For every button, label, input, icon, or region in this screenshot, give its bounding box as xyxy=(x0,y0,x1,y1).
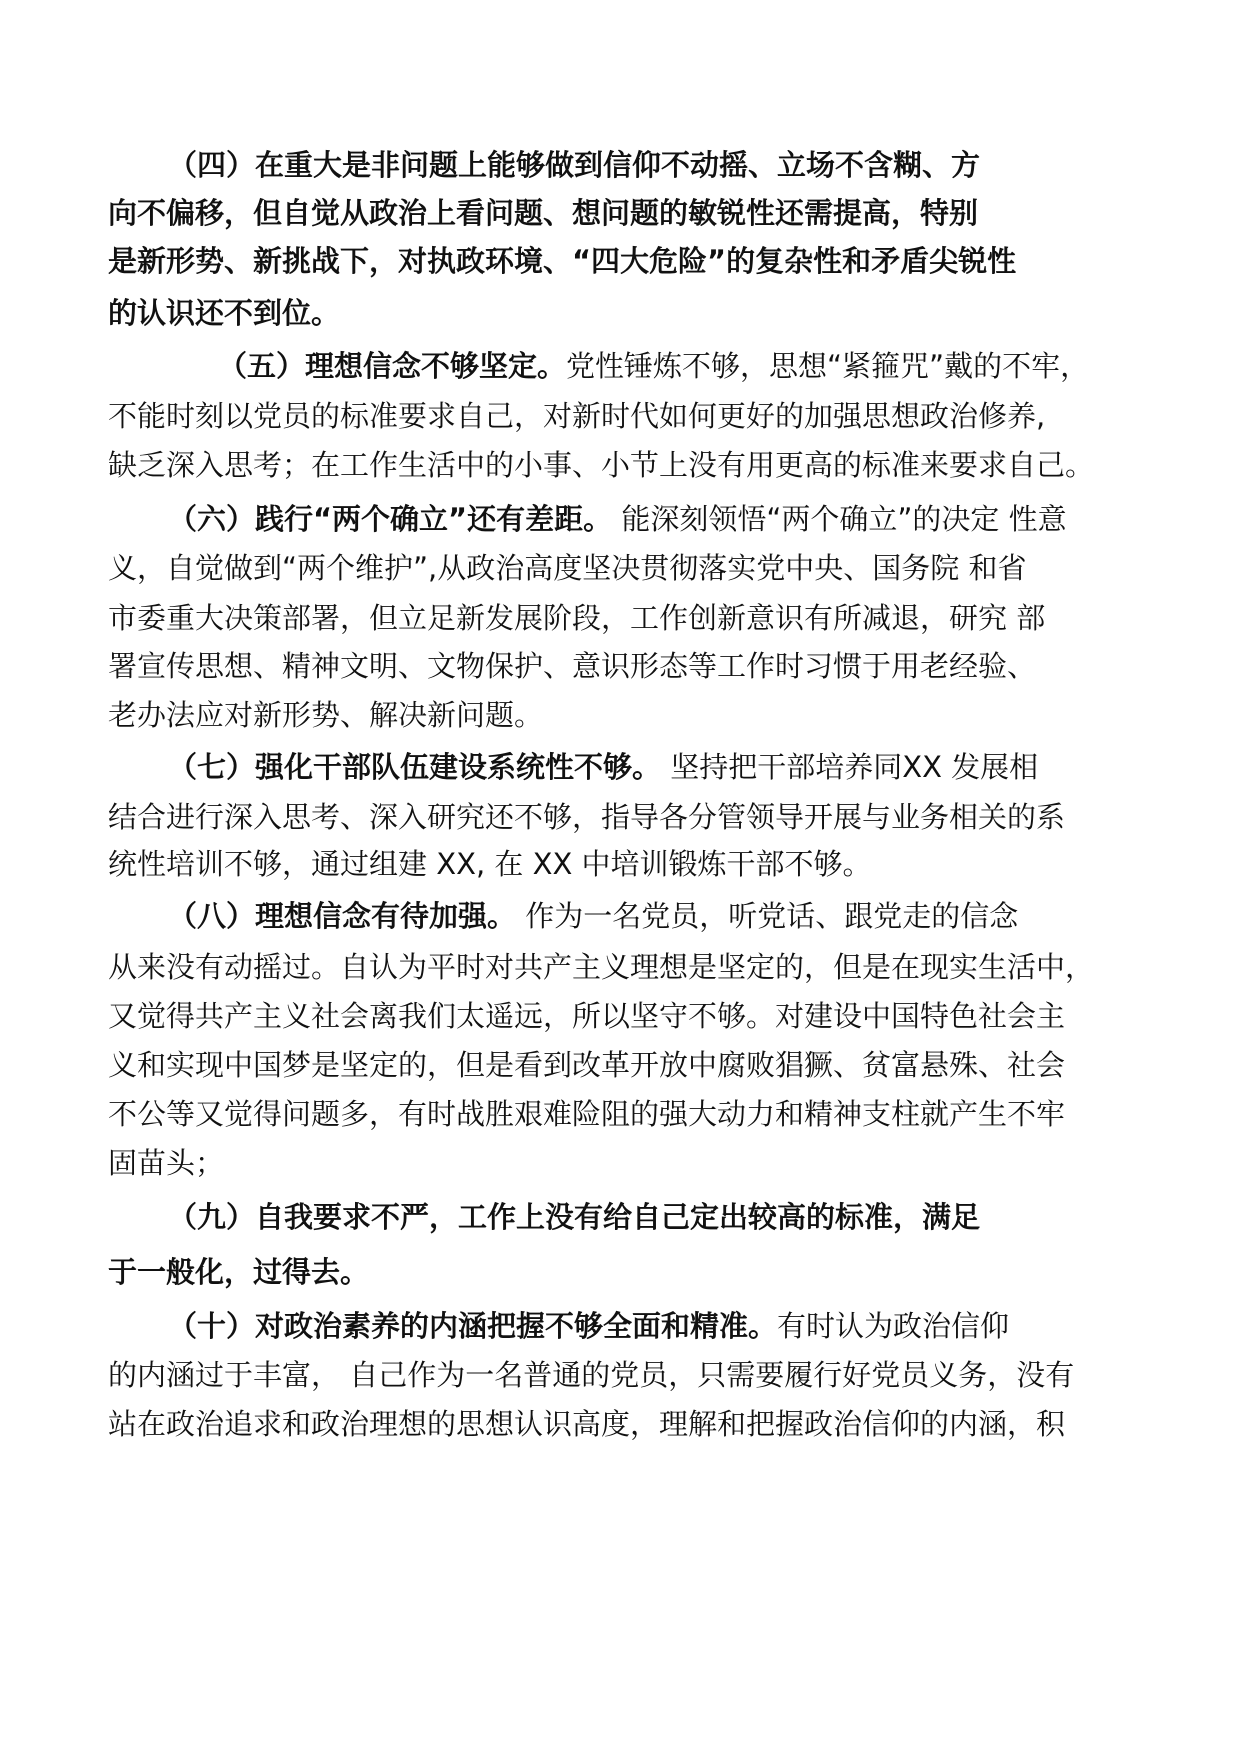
p4-line-4-bold: 的认识还不到位。 xyxy=(108,296,341,330)
p6-line-2 xyxy=(108,550,1027,586)
p10-line-3-text: 站在政治追求和政治理想的思想认识高度，理解和把握政治信仰的内涵，积 xyxy=(108,1407,1066,1441)
p8-line-4-text: 义和实现中国梦是坚定的，但是看到改革开放中腐败猖獗、贫富悬殊、社会 xyxy=(108,1048,1066,1082)
p8-line-3 xyxy=(108,998,1065,1034)
p6-line-1-text: 能深刻领悟“两个确立”的决定 性意 xyxy=(612,502,1067,536)
p8-line-5-text: 不公等又觉得问题多，有时战胜艰难险阻的强大动力和精神支柱就产生不牢 xyxy=(108,1097,1066,1131)
p10-line-1-bold: （十）对政治素养的内涵把握不够全面和精准。 xyxy=(168,1309,778,1343)
p7-line-2 xyxy=(108,799,1065,835)
p10-line-1-text: 有时认为政治信仰 xyxy=(777,1309,1010,1343)
p4-line-3-bold: 是新形势、新挑战下，对执政环境、“四大危险”的复杂性和矛盾尖锐性 xyxy=(108,244,1017,278)
p8-line-2 xyxy=(108,949,1094,985)
p4-line-1 xyxy=(168,147,980,183)
p6-line-4-text: 署宣传思想、精神文明、文物保护、意识形态等工作时习惯于用老经验、 xyxy=(108,649,1037,683)
p6-line-3 xyxy=(108,600,1045,636)
p8-line-5 xyxy=(108,1096,1065,1132)
p9-line-1-bold: （九）自我要求不严，工作上没有给自己定出较高的标准，满足 xyxy=(168,1200,981,1234)
p5-line-2-text: 不能时刻以党员的标准要求自己，对新时代如何更好的加强思想政治修养, xyxy=(108,399,1046,433)
p5-line-1 xyxy=(218,348,1089,384)
p10-line-1 xyxy=(168,1308,1009,1344)
p8-line-6 xyxy=(108,1145,224,1181)
p5-line-2 xyxy=(108,398,1045,434)
p6-line-2-text: 义，自觉做到“两个维护”,从政治高度坚决贯彻落实党中央、国务院 和省 xyxy=(108,551,1027,585)
p6-line-5 xyxy=(108,697,543,733)
p6-line-1 xyxy=(168,501,1067,537)
p5-line-1-bold: （五）理想信念不够坚定。 xyxy=(218,349,567,383)
p8-line-1 xyxy=(168,898,1018,934)
p6-line-3-text: 市委重大决策部署，但立足新发展阶段，工作创新意识有所减退，研究 部 xyxy=(108,601,1046,635)
p7-line-3-text: 统性培训不够，通过组建 XX, 在 XX 中培训锻炼干部不够。 xyxy=(108,847,872,881)
p7-line-1 xyxy=(168,749,1038,785)
p5-line-1-text: 党性锤炼不够，思想“紧箍咒”戴的不牢， xyxy=(566,349,1090,383)
p5-line-3-text: 缺乏深入思考；在工作生活中的小事、小节上没有用更高的标准来要求自己。 xyxy=(108,448,1095,482)
p10-line-3 xyxy=(108,1406,1065,1442)
p4-line-1-bold: （四）在重大是非问题上能够做到信仰不动摇、立场不含糊、方 xyxy=(168,148,981,182)
p7-line-2-text: 结合进行深入思考、深入研究还不够，指导各分管领导开展与业务相关的系 xyxy=(108,800,1066,834)
p8-line-4 xyxy=(108,1047,1065,1083)
p4-line-3 xyxy=(108,243,1016,279)
p7-line-1-text: 坚持把干部培养同XX 发展相 xyxy=(661,750,1039,784)
p9-line-2 xyxy=(108,1254,369,1290)
p10-line-2 xyxy=(108,1357,1074,1393)
p4-line-2 xyxy=(108,195,978,231)
p6-line-4 xyxy=(108,648,1036,684)
p10-line-2-text: 的内涵过于丰富， 自己作为一名普通的党员，只需要履行好党员义务，没有 xyxy=(108,1358,1075,1392)
p4-line-4 xyxy=(108,295,340,331)
p8-line-2-text: 从来没有动摇过。自认为平时对共产主义理想是坚定的，但是在现实生活中， xyxy=(108,950,1095,984)
p9-line-2-bold: 于一般化，过得去。 xyxy=(108,1255,370,1289)
p8-line-3-text: 又觉得共产主义社会离我们太遥远，所以坚守不够。对建设中国特色社会主 xyxy=(108,999,1066,1033)
p6-line-1-bold: （六）践行“两个确立”还有差距。 xyxy=(168,502,613,536)
p7-line-1-bold: （七）强化干部队伍建设系统性不够。 xyxy=(168,750,662,784)
p5-line-3 xyxy=(108,447,1094,483)
p8-line-1-text: 作为一名党员，听党话、跟党走的信念 xyxy=(516,899,1019,933)
p8-line-6-text: 固苗头； xyxy=(108,1146,225,1180)
p4-line-2-bold: 向不偏移，但自觉从政治上看问题、想问题的敏锐性还需提高，特别 xyxy=(108,196,979,230)
p6-line-5-text: 老办法应对新形势、解决新问题。 xyxy=(108,698,544,732)
p7-line-3 xyxy=(108,846,872,882)
p9-line-1 xyxy=(168,1199,980,1235)
p8-line-1-bold: （八）理想信念有待加强。 xyxy=(168,899,517,933)
